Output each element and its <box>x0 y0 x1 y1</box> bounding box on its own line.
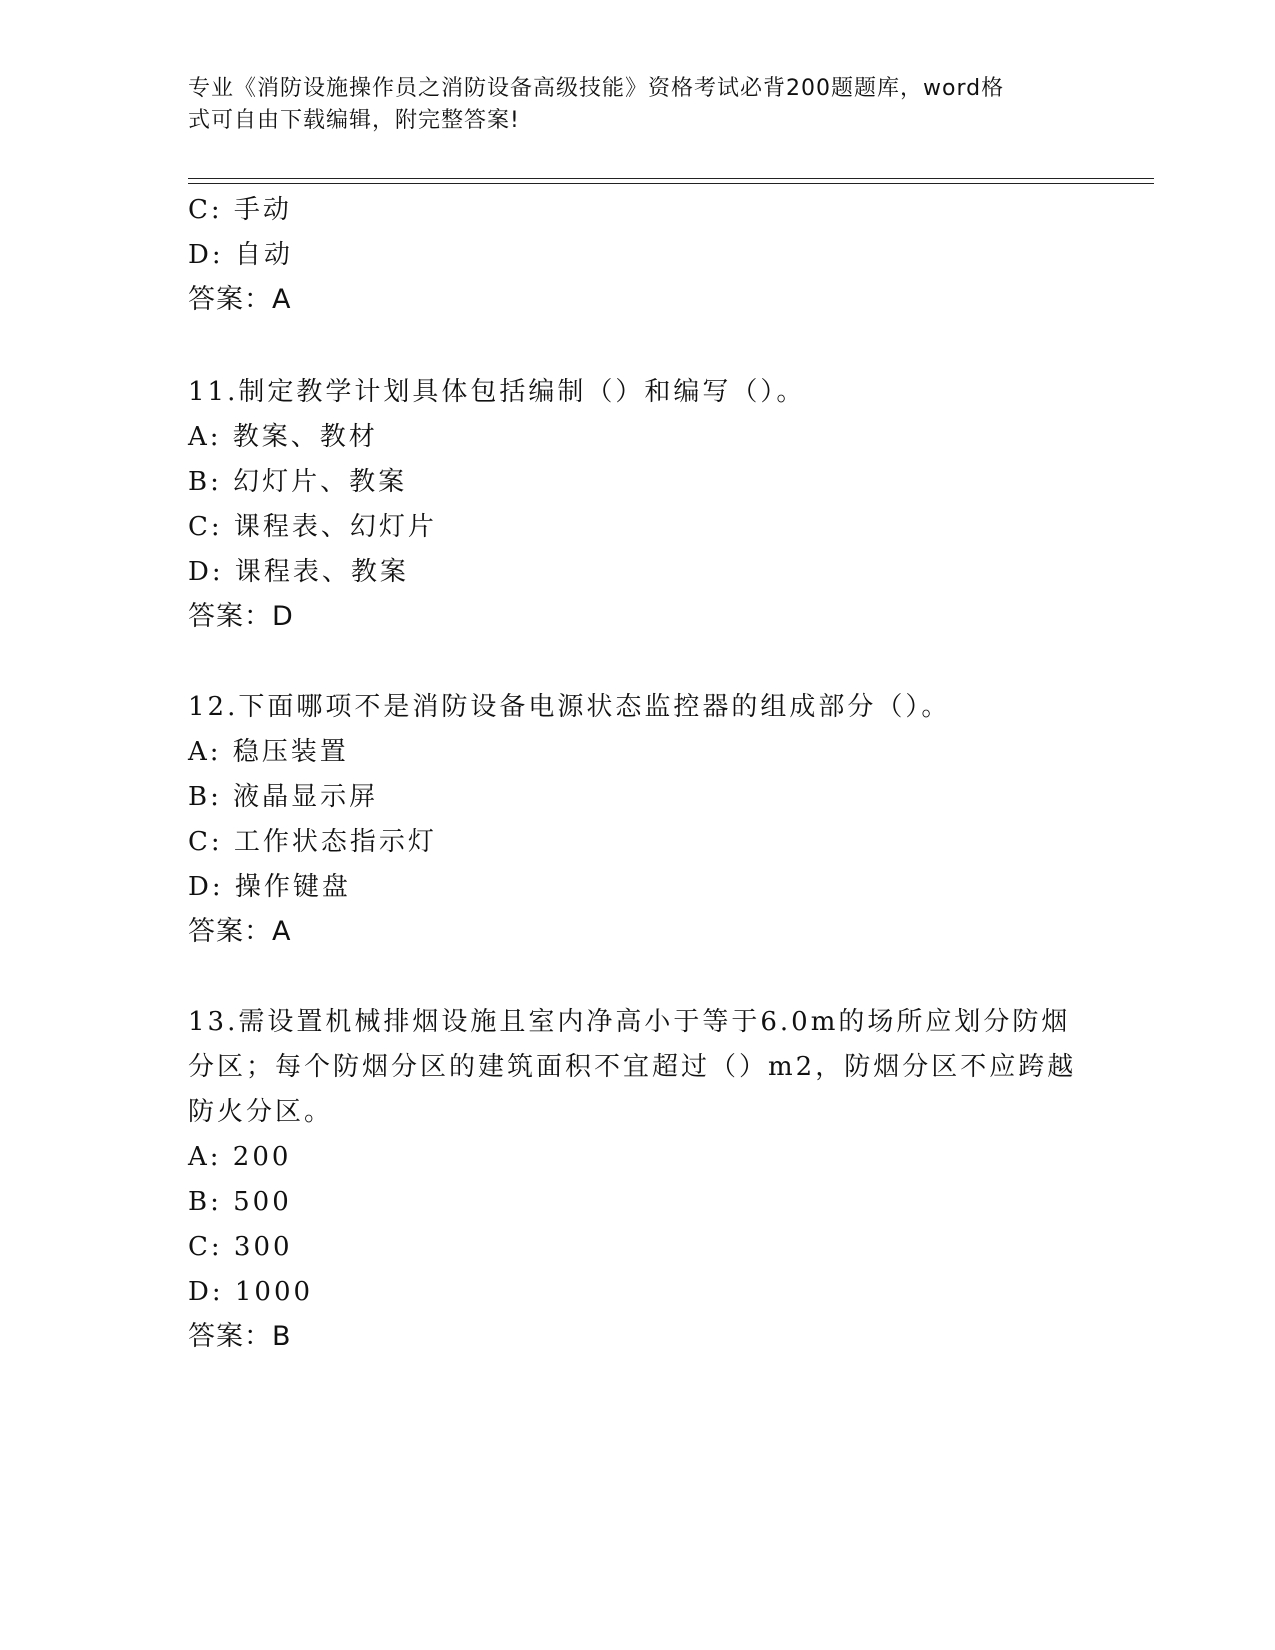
q13-option-b: B: 500 <box>188 1187 292 1217</box>
q12-option-c: C: 工作状态指示灯 <box>188 827 437 857</box>
q13-stem-line-2: 分区；每个防烟分区的建筑面积不宜超过（）m2，防烟分区不应跨越 <box>188 1052 1077 1082</box>
q13-option-c: C: 300 <box>188 1232 293 1262</box>
header-line-1: 专业《消防设施操作员之消防设备高级技能》资格考试必背200题题库，word格 <box>188 76 1005 101</box>
header-divider-bottom <box>188 183 1154 184</box>
prev-option-d: D: 自动 <box>188 240 293 270</box>
q11-option-d: D: 课程表、教案 <box>188 557 409 587</box>
q12-stem: 12.下面哪项不是消防设备电源状态监控器的组成部分（）。 <box>188 692 951 722</box>
q11-option-b: B: 幻灯片、教案 <box>188 467 408 497</box>
q13-option-a: A: 200 <box>188 1142 292 1172</box>
q11-option-c: C: 课程表、幻灯片 <box>188 512 437 542</box>
q11-option-a: A: 教案、教材 <box>188 422 378 452</box>
header-divider-top <box>188 178 1154 179</box>
q11-answer: 答案：D <box>188 601 294 632</box>
prev-answer: 答案：A <box>188 284 292 315</box>
q12-option-a: A: 稳压装置 <box>188 737 349 767</box>
document-header <box>188 73 1078 137</box>
prev-option-c: C: 手动 <box>188 195 292 225</box>
header-line-2: 式可自由下载编辑，附完整答案! <box>188 108 520 133</box>
q13-stem-line-3: 防火分区。 <box>188 1097 334 1127</box>
q13-option-d: D: 1000 <box>188 1277 314 1307</box>
q11-stem: 11.制定教学计划具体包括编制（）和编写（）。 <box>188 377 806 407</box>
q12-option-b: B: 液晶显示屏 <box>188 782 379 812</box>
q12-answer: 答案：A <box>188 916 292 947</box>
q13-stem-line-1: 13.需设置机械排烟设施且室内净高小于等于6.0m的场所应划分防烟 <box>188 1007 1071 1037</box>
q13-answer: 答案：B <box>188 1321 292 1352</box>
q12-option-d: D: 操作键盘 <box>188 872 351 902</box>
